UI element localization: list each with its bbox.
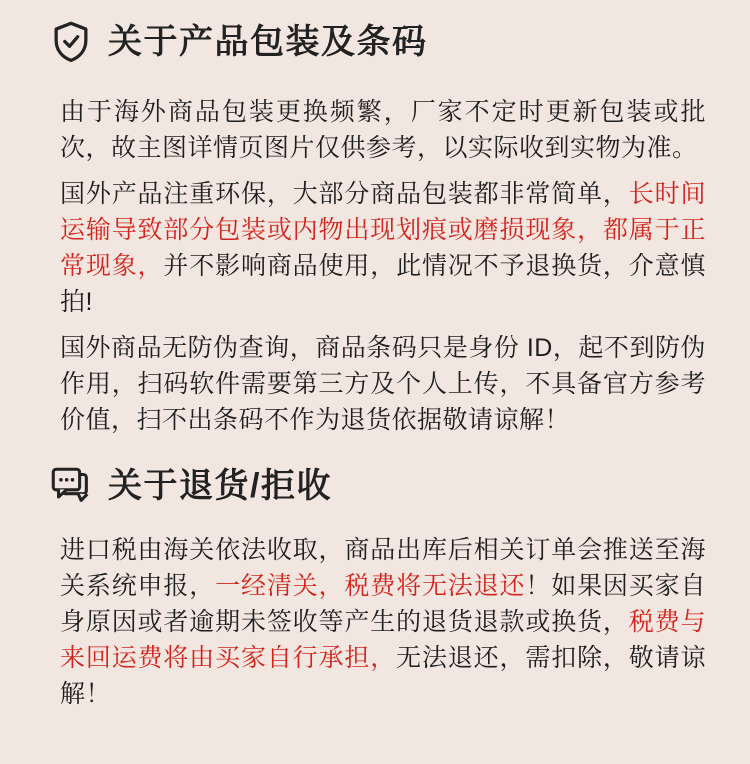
section-title-returns: 关于退货/拒收 bbox=[108, 466, 332, 505]
text-segment: 并不影响商品使用，此情况不予退换货，介意慎拍! bbox=[60, 252, 706, 316]
text-segment: 进口税由海关依法收取，商品出库后相关订单会推送至海关系统申报， bbox=[60, 536, 706, 600]
section-header-packaging bbox=[0, 0, 750, 66]
text-segment: 国外产品注重环保，大部分商品包装都非常简单， bbox=[60, 180, 629, 208]
text-segment: 国外商品无防伪查询，商品条码只是身份 ID，起不到防伪作用，扫码软件需要第三方及个人上传，不具备官方参考价值，扫不出条码不作为退货依据敬请谅解！ bbox=[60, 334, 706, 434]
paragraph-packaging-update bbox=[0, 94, 750, 166]
highlight-text-wear: 长时间运输导致部分包装或内物出现划痕或磨损现象，都属于正常现象， bbox=[60, 180, 706, 280]
section-title-packaging: 关于产品包装及条码 bbox=[108, 22, 428, 61]
text-segment: ！如果因买家自身原因或者逾期未签收等产生的退货退款或换货， bbox=[60, 572, 706, 636]
paragraph-customs-tax bbox=[0, 532, 750, 712]
paragraph-barcode bbox=[0, 330, 750, 438]
section-header-returns bbox=[0, 462, 750, 510]
paragraph-packaging-wear bbox=[0, 176, 750, 320]
text-segment: 无法退还，需扣除，敬请谅解！ bbox=[60, 644, 706, 708]
chat-bubbles-icon bbox=[48, 462, 94, 510]
highlight-text-shipping-fee: 税费与来回运费将由买家自行承担， bbox=[60, 608, 706, 672]
highlight-text-customs: 一经清关，税费将无法退还 bbox=[215, 572, 526, 600]
shield-check-icon bbox=[48, 18, 94, 66]
text-segment: 由于海外商品包装更换频繁，厂家不定时更新包装或批次，故主图详情页图片仅供参考，以实际收到实物为准。 bbox=[60, 98, 706, 162]
